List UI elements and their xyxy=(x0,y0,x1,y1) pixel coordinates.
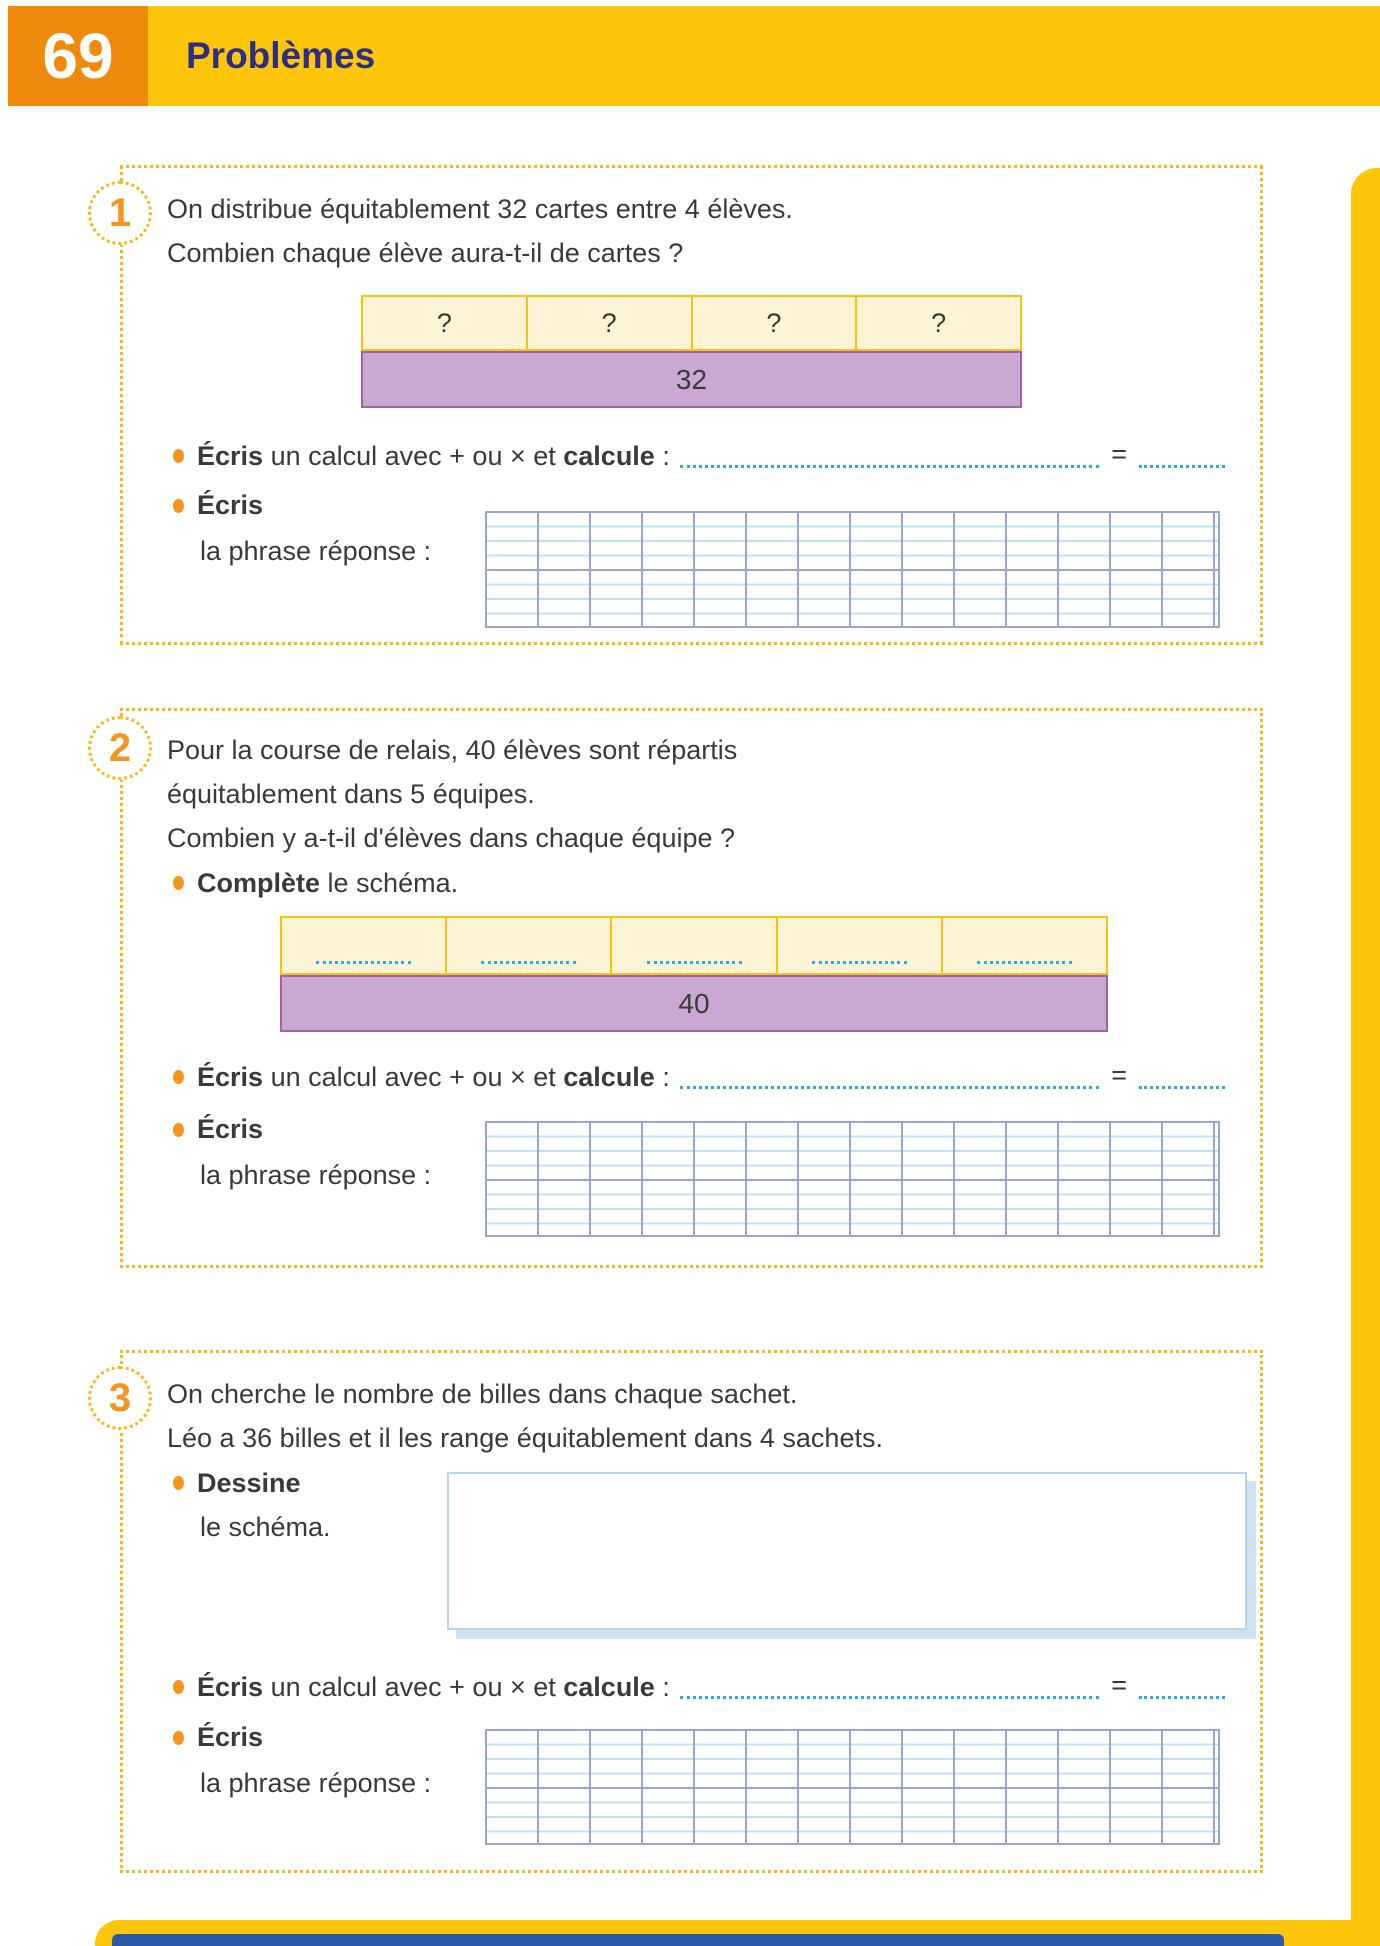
calc-label-middle: un calcul avec + ou × et xyxy=(263,441,564,471)
problem-2-total-bar: 40 xyxy=(280,975,1108,1032)
bullet-icon xyxy=(173,1731,184,1745)
problem-3-result-answer-line[interactable] xyxy=(1139,1696,1225,1699)
problem-2-part-cell[interactable] xyxy=(610,918,775,973)
calc-label-bold-calcule: calcule xyxy=(563,1672,655,1702)
problem-2-calc-label xyxy=(197,1060,670,1094)
problem-3-number: 3 xyxy=(108,1375,132,1420)
calc-label-colon: : xyxy=(654,1672,670,1702)
problem-1-number: 1 xyxy=(108,190,132,235)
page-edge-tab xyxy=(1351,168,1380,1946)
lesson-number: 69 xyxy=(42,20,114,92)
problem-2-part-cell[interactable] xyxy=(941,918,1106,973)
calc-label-bold-ecris: Écris xyxy=(197,441,264,471)
problem-2-calc-row xyxy=(173,1058,1225,1094)
problem-2-statement-line-1: Pour la course de relais, 40 élèves sont répartis xyxy=(167,735,738,765)
problem-1-calc-answer-line[interactable] xyxy=(680,465,1099,468)
answer-dotted-line[interactable] xyxy=(812,961,907,964)
calc-label-bold-ecris: Écris xyxy=(197,1062,264,1092)
problem-1-parts-row xyxy=(361,295,1022,351)
calc-label-middle: un calcul avec + ou × et xyxy=(263,1672,564,1702)
problem-2-number-badge xyxy=(88,716,152,780)
problem-3-writing-grid[interactable] xyxy=(485,1729,1220,1845)
calc-label-bold-calcule: calcule xyxy=(563,1062,655,1092)
bullet-icon xyxy=(173,449,184,463)
problem-1-total-bar: 32 xyxy=(361,351,1022,408)
bullet-icon xyxy=(173,1476,184,1490)
problem-2-result-answer-line[interactable] xyxy=(1139,1086,1225,1089)
ecris-label: Écris xyxy=(197,490,264,520)
problem-2-number: 2 xyxy=(108,725,132,770)
problem-1-part-cell: ? xyxy=(855,297,1020,349)
problem-3-statement-line-2: Léo a 36 billes et il les range équitablement dans 4 sachets. xyxy=(167,1423,883,1453)
instruction-bold: Complète xyxy=(197,868,321,898)
problem-2-statement-line-3: Combien y a-t-il d'élèves dans chaque équipe ? xyxy=(167,823,736,853)
calc-label-colon: : xyxy=(654,1062,670,1092)
problem-3-calc-label xyxy=(197,1670,670,1704)
problem-2-writing-grid[interactable] xyxy=(485,1121,1220,1237)
problem-1-calc-row xyxy=(173,437,1225,473)
problem-1-calc-label xyxy=(197,439,670,473)
problem-2-instruction-row xyxy=(173,866,458,900)
problem-3-phrase-label: la phrase réponse : xyxy=(200,1768,432,1798)
equals-sign: = xyxy=(1111,1060,1127,1090)
answer-dotted-line[interactable] xyxy=(977,961,1072,964)
equals-sign: = xyxy=(1111,1670,1127,1700)
problem-3-drawing-area[interactable] xyxy=(447,1472,1247,1630)
instruction-bold: Dessine xyxy=(197,1468,301,1498)
problem-1-statement-line-2: Combien chaque élève aura-t-il de cartes ? xyxy=(167,238,684,268)
bullet-icon xyxy=(173,876,184,890)
problem-1-part-cell: ? xyxy=(691,297,856,349)
equals-sign: = xyxy=(1111,439,1127,469)
problem-2-instruction xyxy=(197,866,458,900)
problem-2-parts-row xyxy=(280,916,1108,975)
instruction-rest: le schéma. xyxy=(320,868,459,898)
answer-dotted-line[interactable] xyxy=(481,961,576,964)
bullet-icon xyxy=(173,1123,184,1137)
problem-2-phrase-label: la phrase réponse : xyxy=(200,1160,432,1190)
problem-1-number-badge xyxy=(88,181,152,245)
problem-1-part-cell: ? xyxy=(436,307,452,338)
problem-3-instruction-row xyxy=(173,1466,301,1500)
bullet-icon xyxy=(173,1680,184,1694)
problem-1-ecris-row xyxy=(173,490,263,521)
problem-3-statement-line-1: On cherche le nombre de billes dans chaque sachet. xyxy=(167,1379,798,1409)
header-bar xyxy=(148,6,1380,106)
problem-3-ecris-row xyxy=(173,1722,263,1753)
calc-label-colon: : xyxy=(654,441,670,471)
ecris-label: Écris xyxy=(197,1722,264,1752)
answer-dotted-line[interactable] xyxy=(316,961,411,964)
calc-label-bold-calcule: calcule xyxy=(563,441,655,471)
lesson-number-badge xyxy=(8,6,148,106)
problem-1-writing-grid[interactable] xyxy=(485,511,1220,628)
problem-1-phrase-label: la phrase réponse : xyxy=(200,536,432,566)
bullet-icon xyxy=(173,499,184,513)
problem-3-calc-answer-line[interactable] xyxy=(680,1696,1099,1699)
problem-3-schema-label: le schéma. xyxy=(200,1512,331,1542)
problem-1-part-cell: ? xyxy=(526,297,691,349)
problem-3-number-badge xyxy=(88,1366,152,1430)
ecris-label: Écris xyxy=(197,1114,264,1144)
problem-1-bar-diagram xyxy=(361,295,1022,408)
answer-dotted-line[interactable] xyxy=(647,961,742,964)
page-title: Problèmes xyxy=(186,35,376,76)
problem-2-calc-answer-line[interactable] xyxy=(680,1086,1099,1089)
calc-label-bold-ecris: Écris xyxy=(197,1672,264,1702)
problem-2-bar-diagram xyxy=(280,916,1108,1032)
problem-1-result-answer-line[interactable] xyxy=(1139,465,1225,468)
bottom-blue-strip xyxy=(112,1934,1284,1946)
problem-2-ecris-row xyxy=(173,1114,263,1145)
problem-2-part-cell[interactable] xyxy=(282,918,445,973)
problem-2-part-cell[interactable] xyxy=(776,918,941,973)
problem-1-statement-line-1: On distribue équitablement 32 cartes entre 4 élèves. xyxy=(167,194,793,224)
problem-2-part-cell[interactable] xyxy=(445,918,610,973)
problem-2-statement-line-2: équitablement dans 5 équipes. xyxy=(167,779,535,809)
bullet-icon xyxy=(173,1070,184,1084)
problem-3-calc-row xyxy=(173,1668,1225,1704)
calc-label-middle: un calcul avec + ou × et xyxy=(263,1062,564,1092)
